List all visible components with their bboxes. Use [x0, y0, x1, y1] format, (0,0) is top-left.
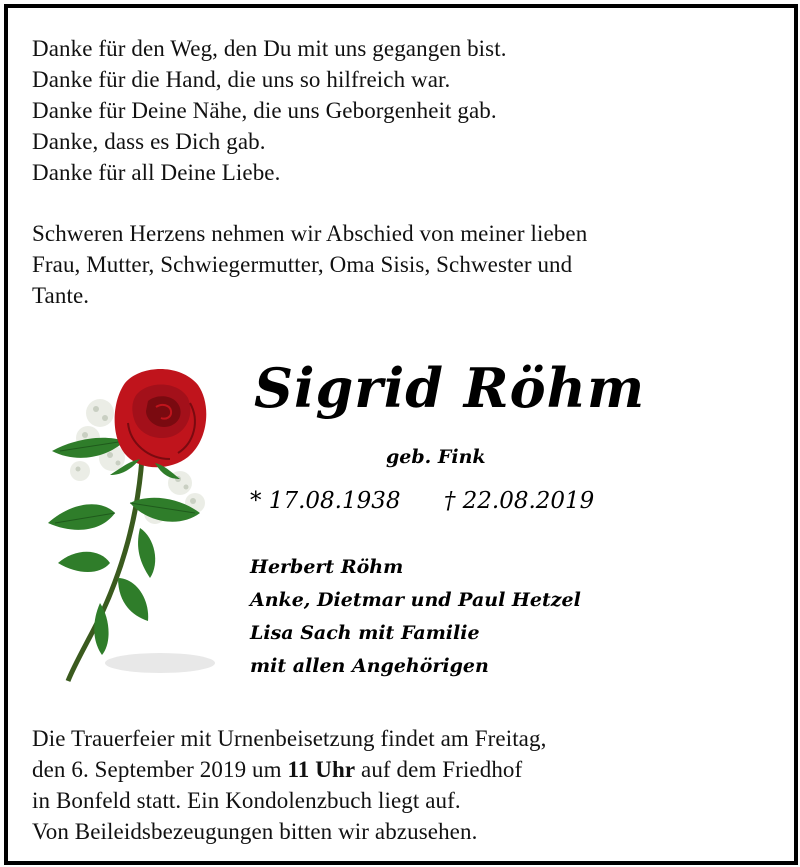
poem-line: Danke für die Hand, die uns so hilfreich war.: [32, 67, 451, 92]
mourner-name: Anke, Dietmar und Paul Hetzel: [250, 589, 581, 611]
obituary-notice: [4, 4, 798, 865]
poem-line: Danke für all Deine Liebe.: [32, 160, 281, 185]
intro-line: Frau, Mutter, Schwiegermutter, Oma Sisis, Schwester und: [32, 252, 573, 277]
death-date: † 22.08.2019: [443, 488, 595, 514]
mourner-name: mit allen Angehörigen: [250, 655, 489, 677]
birth-date: * 17.08.1938: [250, 488, 401, 514]
intro-line: Tante.: [32, 283, 90, 308]
poem-line: Danke, dass es Dich gab.: [32, 129, 266, 154]
farewell-intro: [32, 218, 772, 311]
poem-line: Danke für Deine Nähe, die uns Geborgenheit gab.: [32, 98, 497, 123]
poem: [32, 33, 507, 188]
mourners-list: [250, 551, 581, 683]
ceremony-line: in Bonfeld statt. Ein Kondolenzbuch liegt auf.: [32, 788, 461, 813]
ceremony-place-text: auf dem Friedhof: [355, 757, 523, 782]
ceremony-date-text: den 6. September 2019 um: [32, 757, 288, 782]
red-rose-icon: [30, 363, 230, 693]
ceremony-line: Die Trauerfeier mit Urnenbeisetzung findet am Freitag,: [32, 726, 547, 751]
intro-line: Schweren Herzens nehmen wir Abschied von meiner lieben: [32, 221, 588, 246]
mourner-name: Herbert Röhm: [250, 556, 404, 578]
ceremony-line: [32, 754, 772, 785]
deceased-name: Sigrid Röhm: [254, 356, 646, 420]
ceremony-line: Von Beileidsbezeugungen bitten wir abzusehen.: [32, 819, 478, 844]
ceremony-time: 11 Uhr: [287, 757, 356, 782]
life-dates: [250, 488, 594, 514]
poem-line: Danke für den Weg, den Du mit uns gegangen bist.: [32, 36, 507, 61]
maiden-name: geb. Fink: [386, 446, 486, 468]
ceremony-info: [32, 723, 772, 847]
mourner-name: Lisa Sach mit Familie: [250, 622, 480, 644]
